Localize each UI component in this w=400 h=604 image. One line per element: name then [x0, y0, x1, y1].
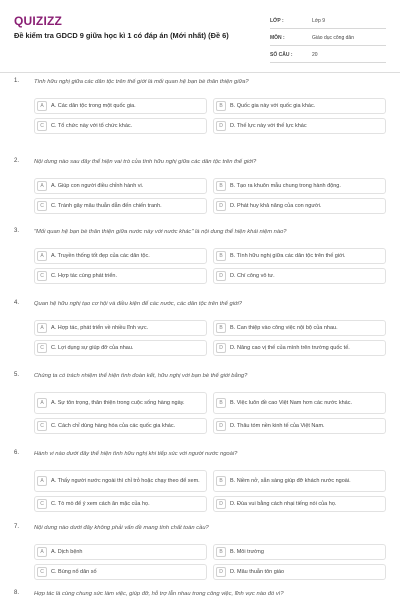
option-b[interactable] — [213, 248, 386, 264]
option-b[interactable] — [213, 544, 386, 560]
option-text: D. Thâu tóm nền kinh tế của Việt Nam. — [230, 422, 325, 429]
question-3 — [14, 228, 386, 300]
option-text: A. Giúp con người điều chỉnh hành vi. — [51, 182, 144, 189]
option-letter-box: C — [37, 499, 47, 509]
option-letter-box: A — [37, 101, 47, 111]
meta-row-count — [270, 48, 386, 63]
option-text: D. Chí công vô tư. — [230, 272, 275, 279]
question-text: Chúng ta có trách nhiệm thể hiện tình đoàn kết, hữu nghị với bạn bè thế giới bằng? — [34, 373, 248, 379]
question-number: 6. — [14, 450, 20, 456]
meta-key: LỚP : — [270, 18, 284, 24]
option-d[interactable] — [213, 118, 386, 134]
question-text: Nội dung nào sau đây thể hiện vai trò của tình hữu nghị giữa các dân tộc trên thế giới? — [34, 159, 257, 165]
option-a[interactable] — [34, 392, 207, 414]
option-text: A. Các dân tộc trong một quốc gia. — [51, 102, 136, 109]
options-grid — [34, 470, 386, 512]
option-text: B. Môi trường — [230, 548, 264, 555]
question-header — [14, 590, 386, 604]
question-number: 7. — [14, 524, 20, 530]
option-text: B. Can thiệp vào công việc nội bộ của nhau. — [230, 324, 338, 331]
meta-value: Lớp 9 — [312, 18, 326, 24]
option-c[interactable] — [34, 340, 207, 356]
option-text: C. Tổ chức này với tổ chức khác. — [51, 122, 133, 129]
meta-key: SỐ CÂU : — [270, 52, 293, 58]
question-text: Hành vi nào dưới đây thể hiện tình hữu nghị khi tiếp xúc với người nước ngoài? — [34, 451, 238, 457]
options-grid — [34, 544, 386, 580]
option-text: A. Dịch bệnh — [51, 548, 83, 555]
option-letter-box: D — [216, 343, 226, 353]
option-text: C. Tò mò để ý xem cách ăn mặc của họ. — [51, 500, 150, 507]
option-text: B. Tình hữu nghị giữa các dân tộc trên thế giới. — [230, 252, 346, 259]
question-header — [14, 158, 386, 172]
question-5 — [14, 372, 386, 450]
option-letter-box: A — [37, 398, 47, 408]
option-c[interactable] — [34, 418, 207, 434]
option-a[interactable] — [34, 98, 207, 114]
option-letter-box: D — [216, 121, 226, 131]
option-letter-box: D — [216, 201, 226, 211]
option-text: D. Thế lực này với thế lực khác — [230, 122, 307, 129]
option-letter-box: C — [37, 421, 47, 431]
meta-row-subject — [270, 31, 386, 46]
option-text: A. Sự tôn trọng, thân thiện trong cuộc sống hàng ngày. — [51, 399, 185, 406]
option-letter-box: B — [216, 323, 226, 333]
question-4 — [14, 300, 386, 372]
question-text: Tình hữu nghị giữa các dân tộc trên thế giới là mối quan hệ bạn bè thân thiện giữa? — [34, 79, 249, 85]
question-1 — [14, 78, 386, 158]
question-number: 1. — [14, 78, 20, 84]
option-letter-box: A — [37, 547, 47, 557]
option-text: D. Mâu thuẫn tôn giáo — [230, 568, 285, 575]
option-a[interactable] — [34, 544, 207, 560]
option-text: C. Cách chỉ dùng hàng hóa của các quốc gia khác. — [51, 422, 176, 429]
question-number: 3. — [14, 228, 20, 234]
option-letter-box: A — [37, 181, 47, 191]
question-header — [14, 300, 386, 314]
option-letter-box: C — [37, 343, 47, 353]
option-text: A. Thấy người nước ngoài thì chỉ trỏ hoặc chạy theo để xem. — [51, 477, 200, 484]
option-c[interactable] — [34, 564, 207, 580]
option-letter-box: A — [37, 476, 47, 486]
meta-value: Giáo dục công dân — [312, 35, 354, 41]
question-number: 8. — [14, 590, 20, 596]
option-letter-box: D — [216, 421, 226, 431]
option-b[interactable] — [213, 392, 386, 414]
option-d[interactable] — [213, 198, 386, 214]
option-b[interactable] — [213, 470, 386, 492]
meta-table — [270, 14, 386, 65]
option-letter-box: C — [37, 201, 47, 211]
option-text: B. Niềm nở, sẵn sàng giúp đỡ khách nước ngoài. — [230, 477, 351, 484]
question-6 — [14, 450, 386, 524]
option-letter-box: A — [37, 323, 47, 333]
options-grid — [34, 178, 386, 214]
option-letter-box: A — [37, 251, 47, 261]
option-text: C. Hợp tác cùng phát triển. — [51, 272, 117, 279]
option-a[interactable] — [34, 320, 207, 336]
options-grid — [34, 98, 386, 134]
option-letter-box: D — [216, 271, 226, 281]
question-header — [14, 450, 386, 464]
option-text: C. Bùng nổ dân số — [51, 568, 97, 575]
option-text: D. Đùa vui bằng cách nhại tiếng nói của họ. — [230, 500, 337, 507]
question-header — [14, 78, 386, 92]
option-d[interactable] — [213, 564, 386, 580]
question-number: 5. — [14, 372, 20, 378]
option-text: D. Phát huy khả năng của con người. — [230, 202, 322, 209]
question-2 — [14, 158, 386, 228]
page-title: Đề kiểm tra GDCD 9 giữa học kì 1 có đáp án (Mới nhất) (Đề 6) — [14, 31, 229, 40]
question-text: Hợp tác là cùng chung sức làm việc, giúp đỡ, hỗ trợ lẫn nhau trong công việc, lĩnh vực nào đó vì? — [34, 591, 284, 597]
option-c[interactable] — [34, 268, 207, 284]
option-d[interactable] — [213, 418, 386, 434]
question-list — [0, 78, 400, 602]
question-header — [14, 524, 386, 538]
option-letter-box: B — [216, 101, 226, 111]
option-c[interactable] — [34, 496, 207, 512]
option-c[interactable] — [34, 198, 207, 214]
option-letter-box: B — [216, 251, 226, 261]
question-text: Nội dung nào dưới đây không phải vấn đề mang tính chất toàn cầu? — [34, 525, 209, 531]
option-text: B. Tạo ra khuôn mẫu chung trong hành động. — [230, 182, 341, 189]
option-letter-box: B — [216, 398, 226, 408]
options-grid — [34, 320, 386, 356]
option-d[interactable] — [213, 340, 386, 356]
option-letter-box: C — [37, 121, 47, 131]
option-letter-box: C — [37, 567, 47, 577]
option-b[interactable] — [213, 98, 386, 114]
question-text: Quan hệ hữu nghị tạo cơ hội và điều kiện để các nước, các dân tộc trên thế giới? — [34, 301, 242, 307]
options-grid — [34, 392, 386, 434]
option-text: A. Hợp tác, phát triển về nhiều lĩnh vực. — [51, 324, 149, 331]
option-a[interactable] — [34, 248, 207, 264]
option-text: C. Lợi dụng sự giúp đỡ của nhau. — [51, 344, 134, 351]
quizizz-logo: QUIZIZZ — [14, 14, 63, 28]
question-header — [14, 228, 386, 242]
question-number: 4. — [14, 300, 20, 306]
option-text: B. Quốc gia này với quốc gia khác. — [230, 102, 316, 109]
question-number: 2. — [14, 158, 20, 164]
question-header — [14, 372, 386, 386]
option-c[interactable] — [34, 118, 207, 134]
option-text: B. Việc luôn đề cao Việt Nam hơn các nước khác. — [230, 399, 352, 406]
meta-value: 20 — [312, 52, 318, 58]
question-7 — [14, 524, 386, 590]
option-a[interactable] — [34, 178, 207, 194]
meta-row-class — [270, 14, 386, 29]
header-divider — [0, 72, 400, 73]
options-grid — [34, 248, 386, 284]
option-text: D. Nâng cao vị thế của mình trên trường quốc tế. — [230, 344, 350, 351]
option-a[interactable] — [34, 470, 207, 492]
meta-key: MÔN : — [270, 35, 285, 41]
option-b[interactable] — [213, 178, 386, 194]
option-b[interactable] — [213, 320, 386, 336]
option-letter-box: C — [37, 271, 47, 281]
option-letter-box: B — [216, 181, 226, 191]
option-d[interactable] — [213, 268, 386, 284]
option-text: A. Truyền thống tốt đẹp của các dân tộc. — [51, 252, 150, 259]
question-text: "Mối quan hệ bạn bè thân thiện giữa nước này với nước khác" là nội dung thể hiện khái niệm nào? — [34, 229, 287, 235]
question-8 — [14, 590, 386, 602]
option-d[interactable] — [213, 496, 386, 512]
option-letter-box: B — [216, 547, 226, 557]
option-letter-box: D — [216, 499, 226, 509]
option-letter-box: D — [216, 567, 226, 577]
option-text: C. Tránh gây mâu thuẫn dẫn đến chiến tranh. — [51, 202, 162, 209]
option-letter-box: B — [216, 476, 226, 486]
